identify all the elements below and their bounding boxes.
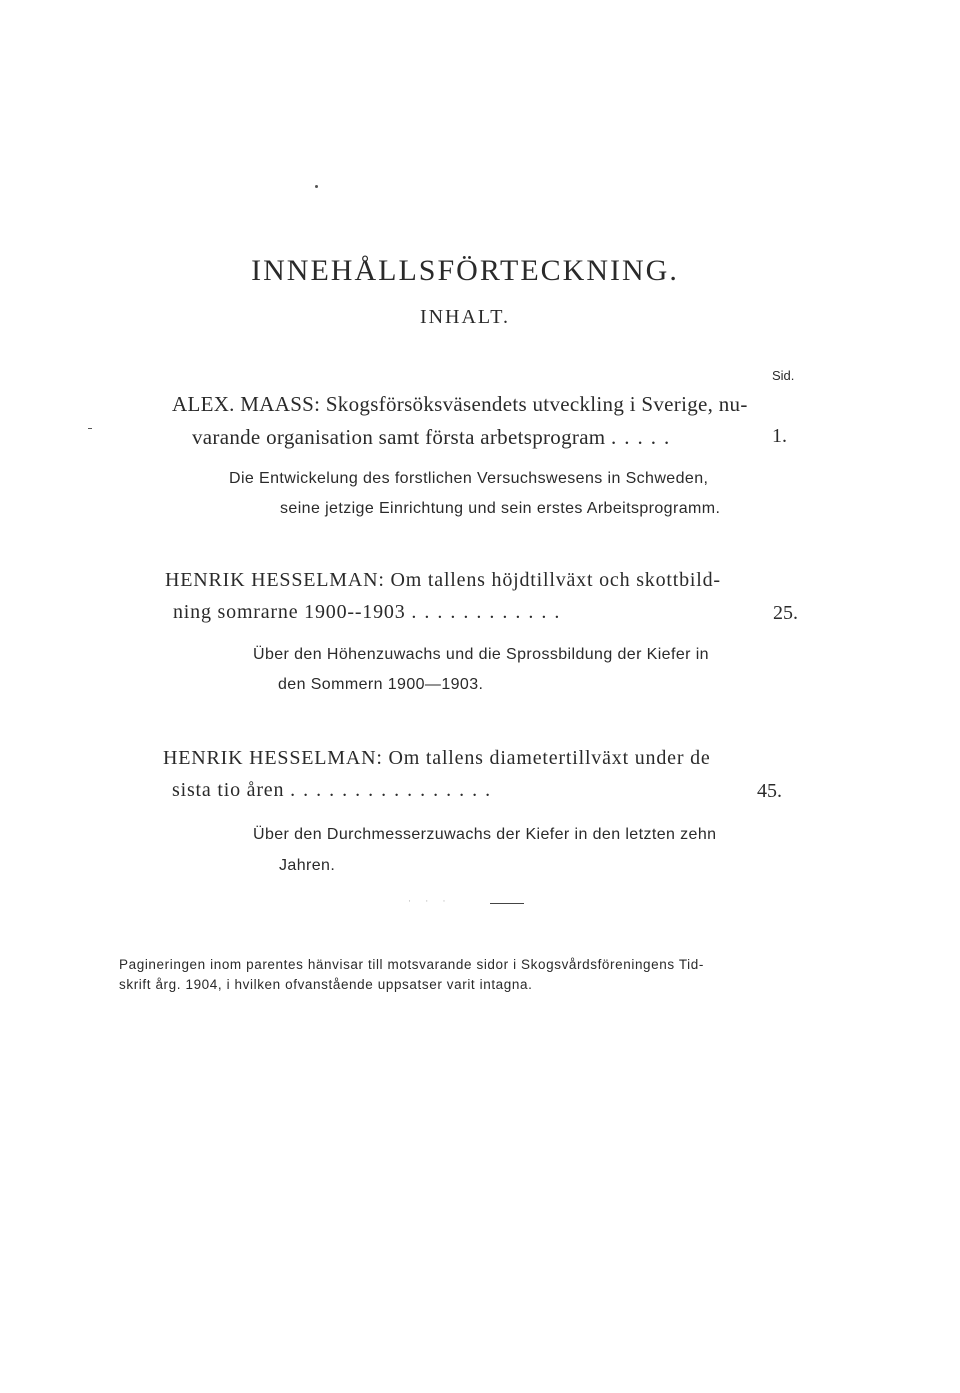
page-title: INNEHÅLLSFÖRTECKNING. (251, 254, 679, 287)
entry-title-line1: HENRIK HESSELMAN: Om tallens höjdtillväxt och skottbild- (165, 569, 721, 591)
entry-translation-line2: den Sommern 1900—1903. (278, 676, 484, 693)
page-column-label: Sid. (772, 368, 795, 383)
entry-translation-line1: Über den Durchmesserzuwachs der Kiefer in den letzten zehn (253, 826, 717, 843)
entry-title-text: ning somrarne 1900--1903 (173, 601, 406, 623)
footnote-line2: skrift årg. 1904, i hvilken ofvanstående uppsatser varit intagna. (119, 977, 533, 992)
entry-translation-line1: Über den Höhenzuwachs und die Sprossbildung der Kiefer in (253, 646, 709, 663)
entry-page-number: 45. (757, 780, 782, 802)
entry-translation-line1: Die Entwickelung des forstlichen Versuchswesens in Schweden, (229, 470, 709, 487)
entry-translation-line2: Jahren. (279, 857, 336, 874)
scan-speck (315, 185, 318, 188)
entry-title-text: varande organisation samt första arbetsprogram (192, 425, 606, 449)
entry-page-number: 1. (772, 425, 787, 447)
faint-dots-decoration: · · · (408, 896, 452, 906)
entry-title-line1: ALEX. MAASS: Skogsförsöksväsendets utveckling i Sverige, nu- (172, 392, 748, 416)
entry-title-line2 (172, 779, 498, 802)
entry-title-text: sista tio åren (172, 779, 285, 801)
leader-dots: ..... (611, 425, 678, 449)
entry-translation-line2: seine jetzige Einrichtung und sein erstes Arbeitsprogramm. (280, 500, 721, 517)
page-subtitle: INHALT. (419, 306, 511, 328)
entry-title-line2 (192, 425, 677, 450)
section-divider (490, 903, 524, 904)
footnote-line1: Pagineringen inom parentes hänvisar till motsvarande sidor i Skogsvårdsföreningens Tid- (119, 957, 704, 972)
entry-title-line1: HENRIK HESSELMAN: Om tallens diametertillväxt under de (163, 747, 711, 769)
leader-dots: ............ (411, 601, 568, 623)
leader-dots: ................ (290, 779, 499, 801)
scan-speck (88, 428, 92, 429)
entry-page-number: 25. (773, 602, 798, 624)
entry-title-line2 (173, 601, 567, 624)
